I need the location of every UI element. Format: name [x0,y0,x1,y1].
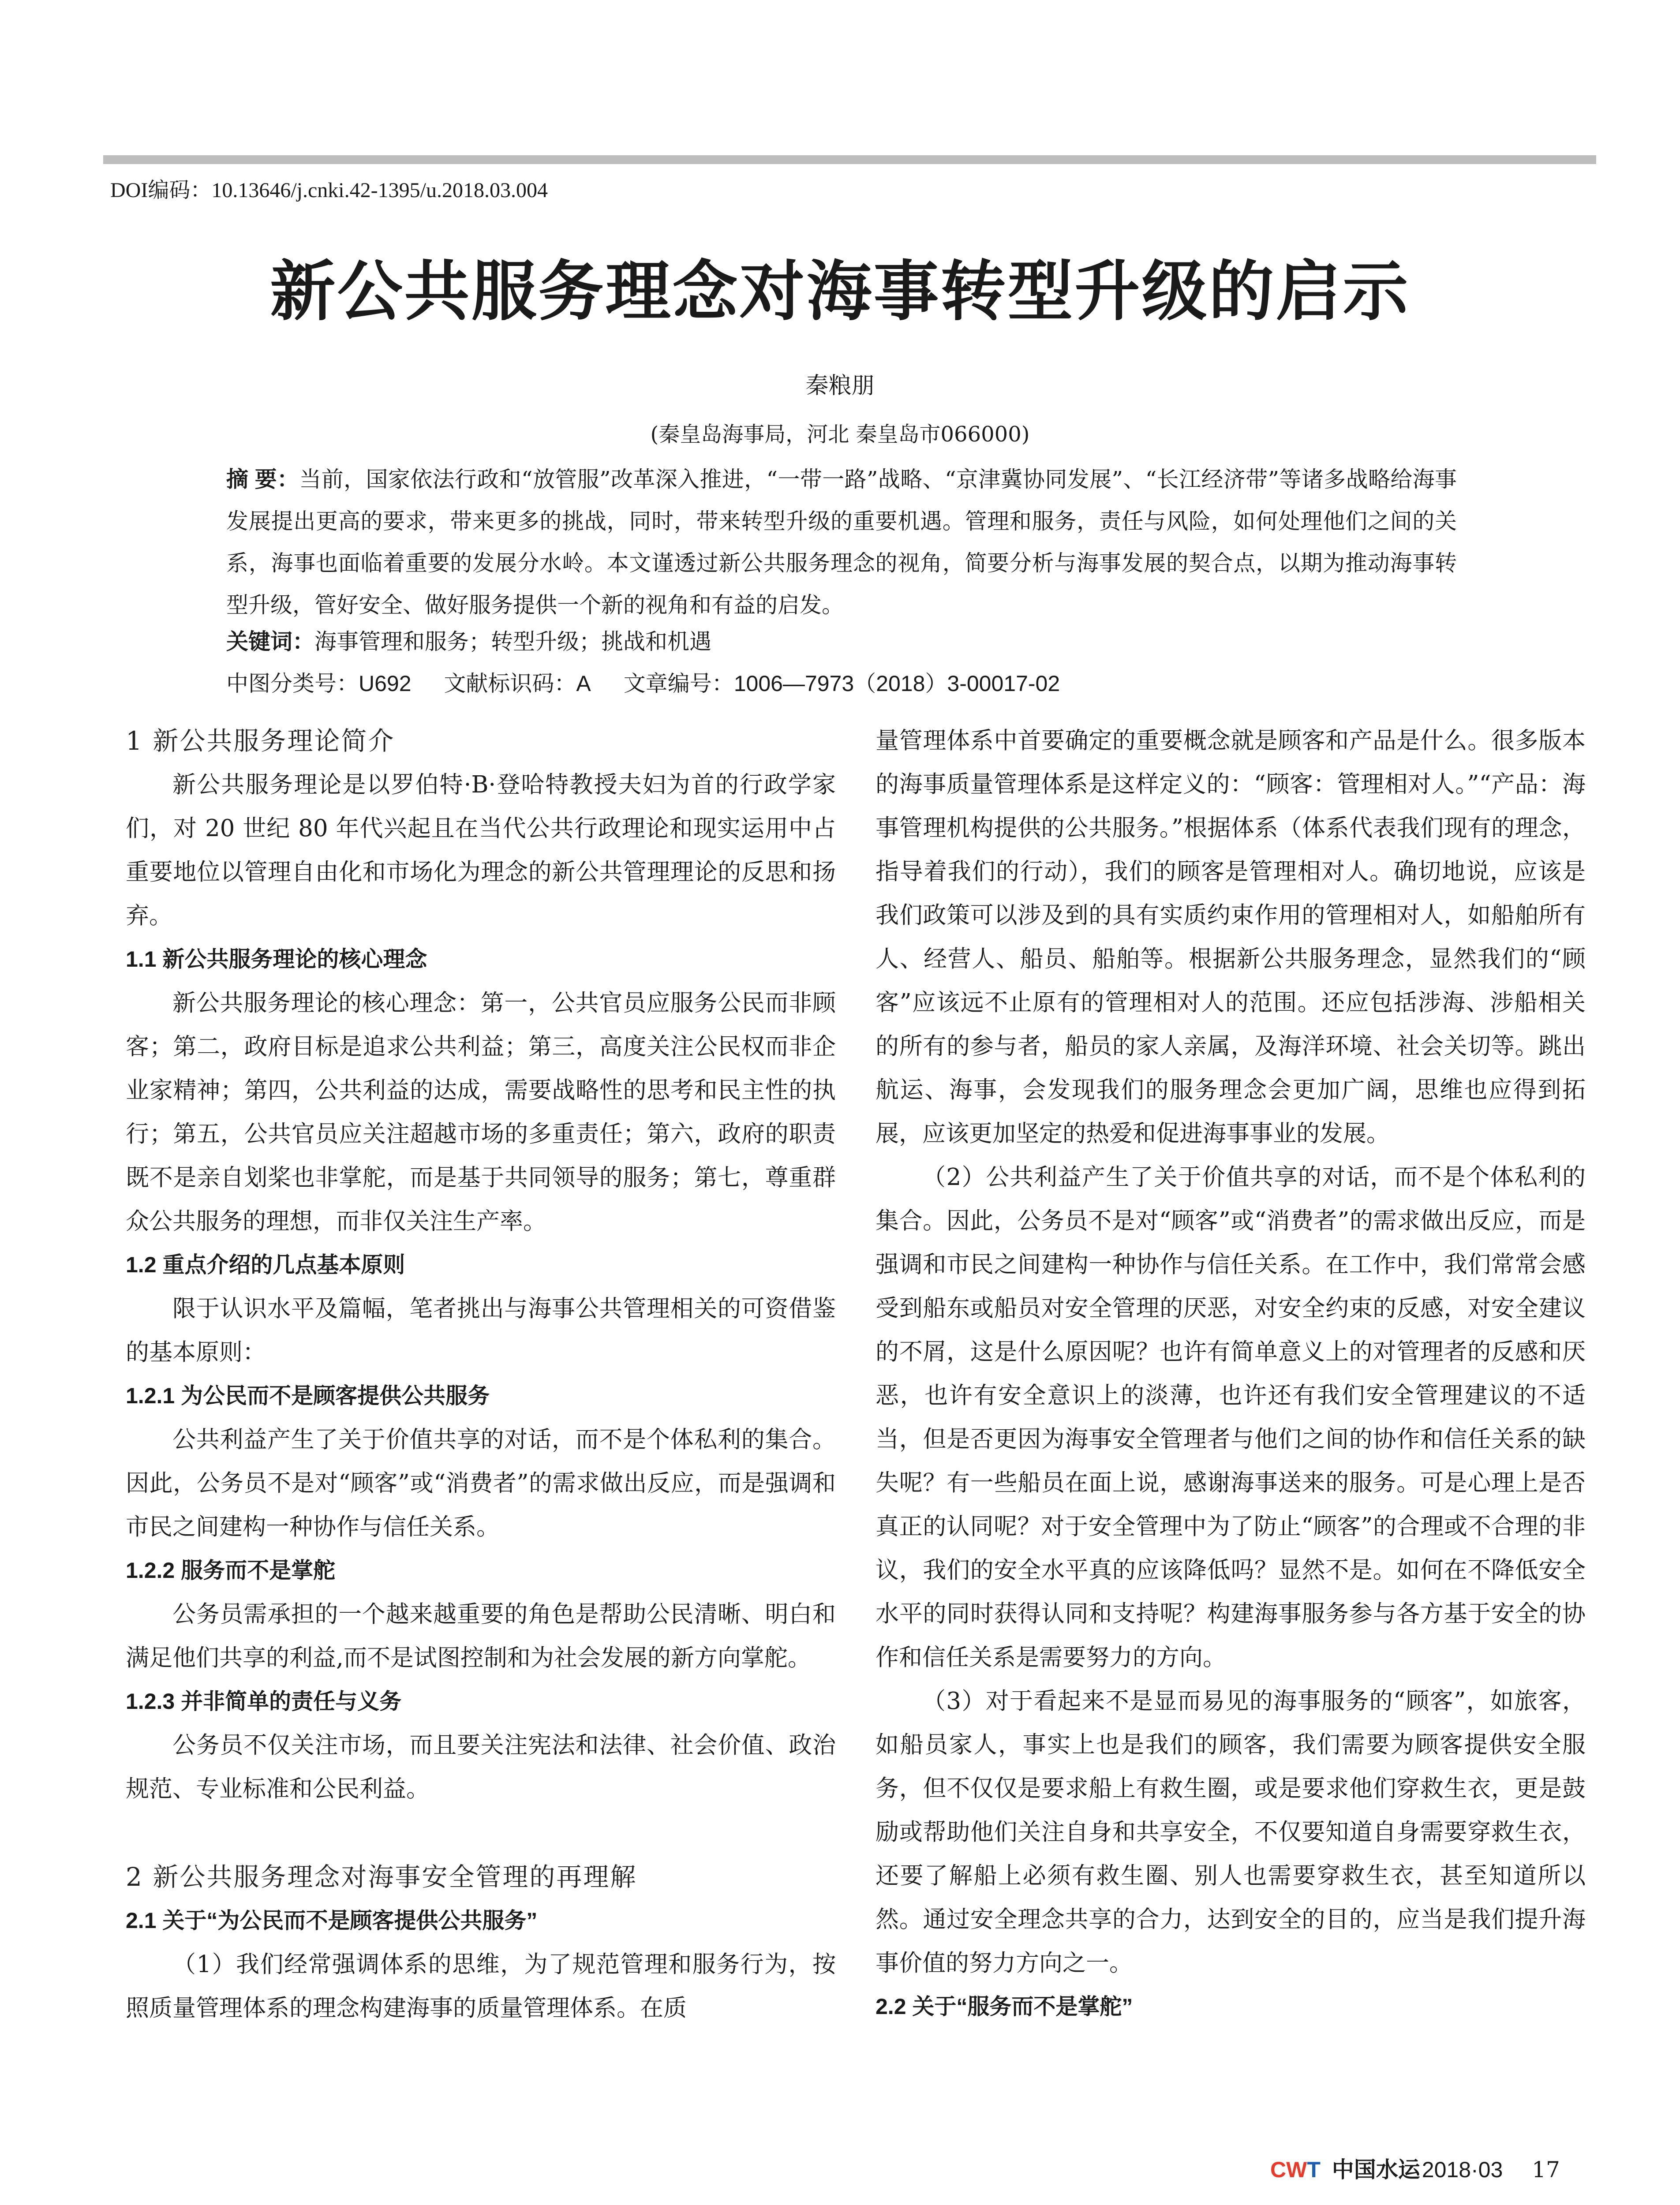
body-paragraph: 限于认识水平及篇幅，笔者挑出与海事公共管理相关的可资借鉴的基本原则： [126,1295,836,1366]
body-paragraph: （1）我们经常强调体系的思维，为了规范管理和服务行为，按照质量管理体系的理念构建海事的质量管理体系。在质 [126,1951,836,2022]
journal-logo-cw: CW [1270,2157,1307,2182]
body-paragraph: 公共利益产生了关于价值共享的对话，而不是个体私利的集合。因此，公务员不是对“顾客”或“消费者”的需求做出反应，而是强调和市民之间建构一种协作与信任关系。 [126,1426,836,1540]
header-rule [103,155,1596,164]
subsection-heading: 1.2.2 服务而不是掌舵 [126,1558,336,1583]
journal-issue: 2018·03 [1422,2157,1503,2182]
section-heading: 1 新公共服务理论简介 [126,726,395,756]
body-paragraph: 新公共服务理论是以罗伯特·B·登哈特教授夫妇为首的行政学家们，对 20 世纪 80 年代兴起且在当代公共行政理论和现实运用中占重要地位以管理自由化和市场化为理念的新公共管理理论的反思和扬弃。 [126,771,836,929]
keywords-label: 关键词： [226,629,314,654]
journal-logo-t: T [1307,2157,1321,2182]
abstract-label: 摘 要： [226,467,299,492]
journal-name: 中国水运 [1332,2156,1420,2183]
paper-title: 新公共服务理念对海事转型升级的启示 [270,253,1410,329]
subsection-heading: 1.2.3 并非简单的责任与义务 [126,1689,402,1714]
body-paragraph: （3）对于看起来不是显而易见的海事服务的“顾客”，如旅客，如船员家人，事实上也是我们的顾客，我们需要为顾客提供安全服务，但不仅仅是要求船上有救生圈，或是要求他们穿救生衣，更是鼓励或帮助他们关注自身和共享安全，不仅要知道自身需要穿救生衣，还要了解船上必须有救生圈、别人也需要穿救生衣，甚至知道所以然。通过安全理念共享的合力，达到安全的目的，应当是我们提升海事价值的努力方向之一。 [876,1688,1586,1977]
keywords-block [226,622,1457,662]
keywords-text: 海事管理和服务；转型升级；挑战和机遇 [314,629,711,654]
subsection-heading: 1.2.1 为公民而不是顾客提供公共服务 [126,1383,490,1408]
body-paragraph: （2）公共利益产生了关于价值共享的对话，而不是个体私利的集合。因此，公务员不是对“顾客”或“消费者”的需求做出反应，而是强调和市民之间建构一种协作与信任关系。在工作中，我们常常会感受到船东或船员对安全管理的厌恶，对安全约束的反感，对安全建议的不屑，这是什么原因呢？也许有简单意义上的对管理者的反感和厌恶，也许有安全意识上的淡薄，也许还有我们安全管理建议的不适当，但是否更因为海事安全管理者与他们之间的协作和信任关系的缺失呢？有一些船员在面上说，感谢海事送来的服务。可是心理上是否真正的认同呢？对于安全管理中为了防止“顾客”的合理或不合理的非议，我们的安全水平真的应该降低吗？显然不是。如何在不降低安全水平的同时获得认同和支持呢？构建海事服务参与各方基于安全的协作和信任关系是需要努力的方向。 [876,1164,1586,1671]
subsection-heading: 2.1 关于“为公民而不是顾客提供公共服务” [126,1908,538,1933]
classification-line [226,664,1457,703]
clc-number: 中图分类号：U692 [226,671,412,696]
abstract-block [226,459,1457,626]
body-paragraph: 新公共服务理论的核心理念：第一，公共官员应服务公民而非顾客；第二，政府目标是追求公共利益；第三，高度关注公民权而非企业家精神；第四，公共利益的达成，需要战略性的思考和民主性的执行；第五，公共官员应关注超越市场的多重责任；第六，政府的职责既不是亲自划桨也非掌舵，而是基于共同领导的服务；第七，尊重群众公共服务的理想，而非仅关注生产率。 [126,990,836,1235]
author-affiliation: (秦皇岛海事局，河北 秦皇岛市066000) [650,422,1030,447]
article-number: 文章编号：1006—7973（2018）3-00017-02 [623,671,1060,696]
abstract-text: 当前，国家依法行政和“放管服”改革深入推进，“一带一路”战略、“京津冀协同发展”、“长江经济带”等诸多战略给海事发展提出更高的要求，带来更多的挑战，同时，带来转型升级的重要机遇。管理和服务，责任与风险，如何处理他们之间的关系，海事也面临着重要的发展分水岭。本文谨透过新公共服务理念的视角，简要分析与海事发展的契合点，以期为推动海事转型升级，管好安全、做好服务提供一个新的视角和有益的启发。 [226,467,1457,618]
doi-label: DOI编码：10.13646/j.cnki.42-1395/u.2018.03.004 [110,179,548,202]
left-column [126,719,836,2030]
body-paragraph: 公务员不仅关注市场，而且要关注宪法和法律、社会价值、政治规范、专业标准和公民利益。 [126,1732,836,1802]
subsection-heading: 1.1 新公共服务理论的核心理念 [126,947,427,972]
author-name: 秦粮朋 [805,373,875,399]
subsection-heading: 1.2 重点介绍的几点基本原则 [126,1252,405,1277]
body-paragraph: 公务员需承担的一个越来越重要的角色是帮助公民清晰、明白和满足他们共享的利益,而不是试图控制和为社会发展的新方向掌舵。 [126,1601,836,1671]
page-footer [1270,2154,1560,2185]
section-heading: 2 新公共服务理念对海事安全管理的再理解 [126,1862,637,1892]
body-paragraph: 量管理体系中首要确定的重要概念就是顾客和产品是什么。很多版本的海事质量管理体系是这样定义的：“顾客：管理相对人。”“产品：海事管理机构提供的公共服务。”根据体系（体系代表我们现有的理念，指导着我们的行动），我们的顾客是管理相对人。确切地说，应该是我们政策可以涉及到的具有实质约束作用的管理相对人，如船舶所有人、经营人、船员、船舶等。根据新公共服务理念，显然我们的“顾客”应该远不止原有的管理相对人的范围。还应包括涉海、涉船相关的所有的参与者，船员的家人亲属，及海洋环境、社会关切等。跳出航运、海事，会发现我们的服务理念会更加广阔，思维也应得到拓展，应该更加坚定的热爱和促进海事事业的发展。 [876,727,1586,1147]
right-column [876,719,1586,2029]
subsection-heading: 2.2 关于“服务而不是掌舵” [876,1994,1133,2019]
page-number: 17 [1532,2157,1560,2183]
document-code: 文献标识码：A [444,671,591,696]
